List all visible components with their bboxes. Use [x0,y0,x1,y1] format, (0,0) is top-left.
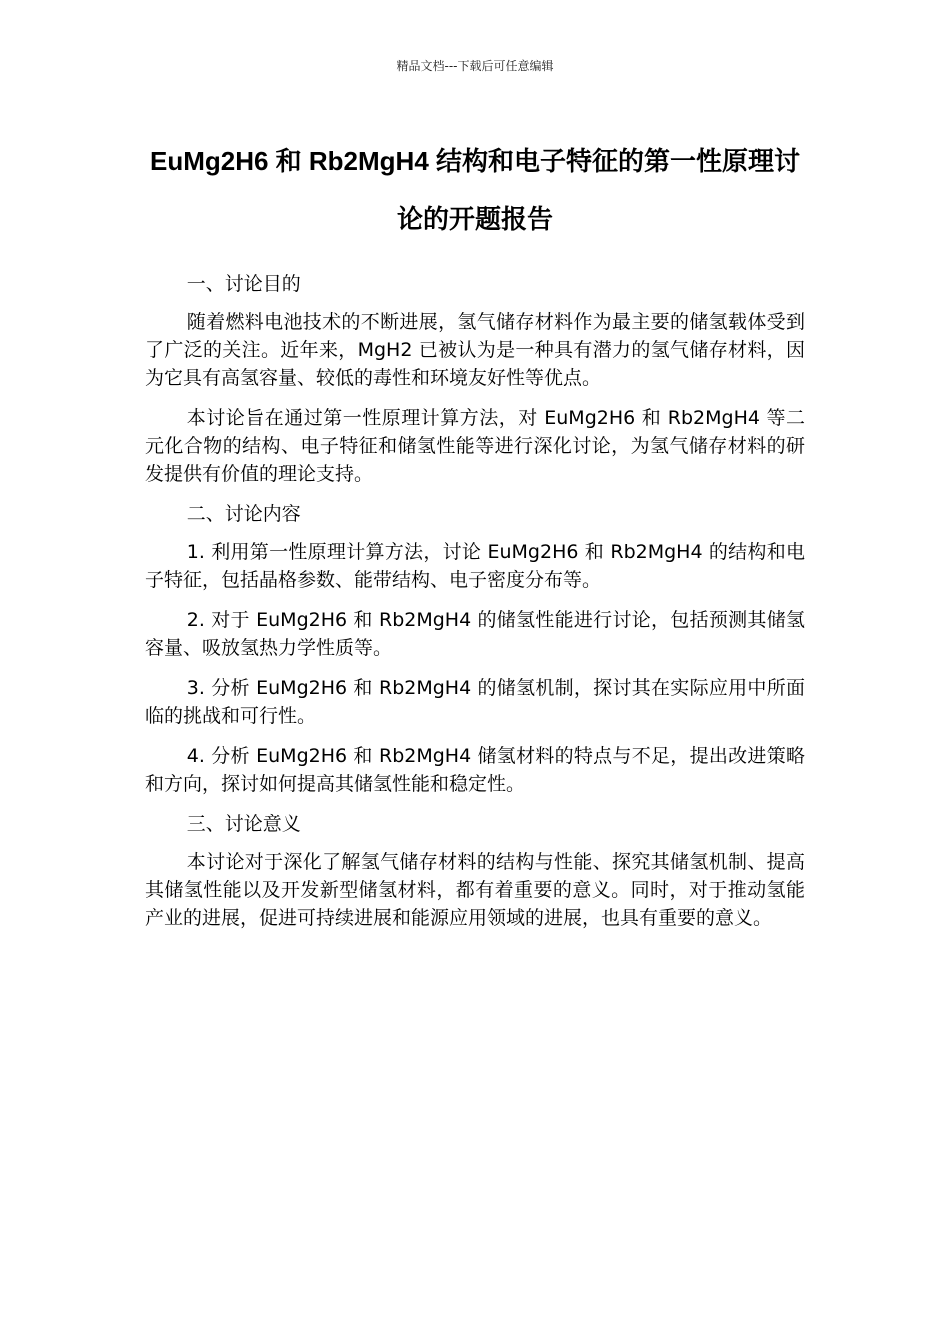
section-heading-significance: 三、讨论意义 [186,813,301,835]
list-item-content-4: 4. 分析 EuMg2H6 和 Rb2MgH4 储氢材料的特点与不足，提出改进策略和方向，探讨如何提高其储氢性能和稳定性。 [145,745,805,795]
list-item-content-2: 2. 对于 EuMg2H6 和 Rb2MgH4 的储氢性能进行讨论，包括预测其储氢容量、吸放氢热力学性质等。 [145,609,805,659]
paragraph-purpose-2: 本讨论旨在通过第一性原理计算方法，对 EuMg2H6 和 Rb2MgH4 等二元化合物的结构、电子特征和储氢性能等进行深化讨论，为氢气储存材料的研发提供有价值的理论支持。 [145,407,805,485]
list-item-content-1: 1. 利用第一性原理计算方法，讨论 EuMg2H6 和 Rb2MgH4 的结构和电子特征，包括晶格参数、能带结构、电子密度分布等。 [145,541,805,591]
document-body [145,270,805,944]
section-heading-content: 二、讨论内容 [186,503,301,525]
paragraph-significance-1: 本讨论对于深化了解氢气储存材料的结构与性能、探究其储氢机制、提高其储氢性能以及开发新型储氢材料，都有着重要的意义。同时，对于推动氢能产业的进展，促进可持续进展和能源应用领域的进展，也具有重要的意义。 [145,851,805,929]
paragraph-purpose-1: 随着燃料电池技术的不断进展，氢气储存材料作为最主要的储氢载体受到了广泛的关注。近年来，MgH2 已被认为是一种具有潜力的氢气储存材料，因为它具有高氢容量、较低的毒性和环境友好性等优点。 [145,311,805,389]
document-title: EuMg2H6 和 Rb2MgH4 结构和电子特征的第一性原理讨论的开题报告 [149,146,801,234]
section-heading-purpose: 一、讨论目的 [186,273,301,295]
header-note: 精品文档---下载后可任意编辑 [396,59,554,73]
list-item-content-3: 3. 分析 EuMg2H6 和 Rb2MgH4 的储氢机制，探讨其在实际应用中所面临的挑战和可行性。 [145,677,805,727]
